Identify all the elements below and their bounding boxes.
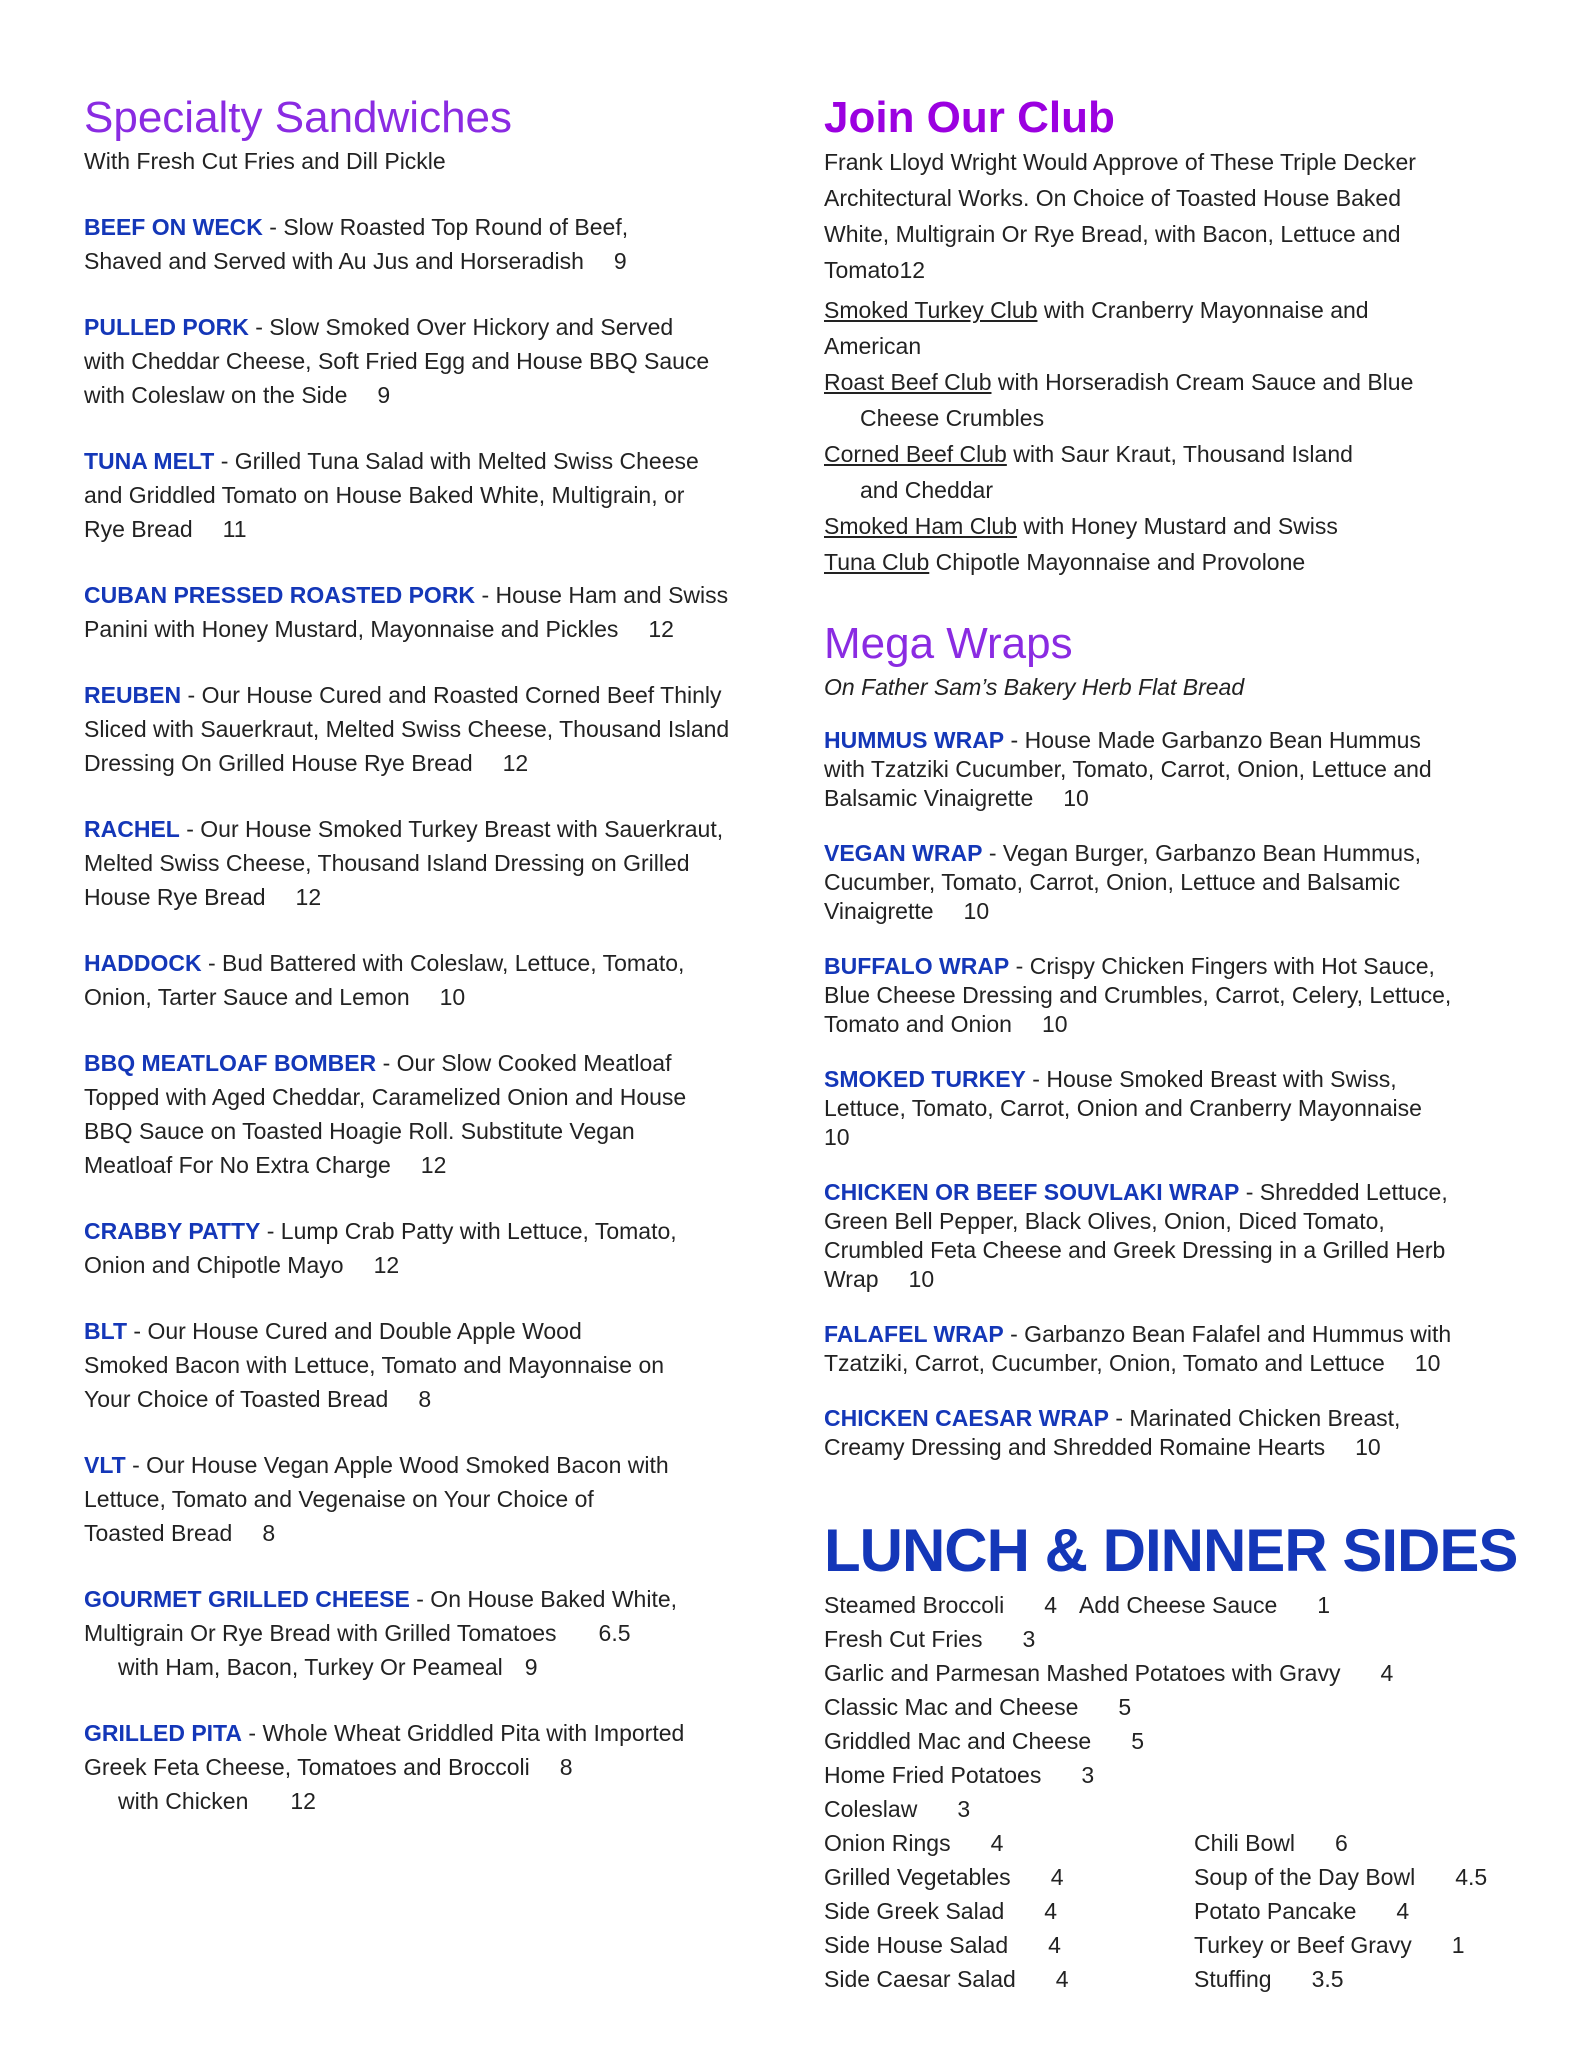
club-item-name: Tuna Club: [824, 549, 930, 575]
item-price: 12: [502, 750, 529, 776]
item-name: BEEF ON WECK: [84, 214, 263, 240]
menu-item: [84, 578, 784, 646]
club-desc-line: Frank Lloyd Wright Would Approve of These Triple Decker: [824, 149, 1416, 175]
club-desc-line: Architectural Works. On Choice of Toasted House Baked: [824, 185, 1401, 211]
club-item-desc: with Cranberry Mayonnaise and: [1037, 297, 1369, 323]
side-name: Garlic and Parmesan Mashed Potatoes with Gravy: [824, 1660, 1341, 1686]
menu-item: [84, 1046, 784, 1182]
side-name: Side House Salad: [824, 1932, 1009, 1958]
side-price: 4: [1050, 1864, 1064, 1890]
item-desc: House Rye Bread: [84, 884, 266, 910]
side-name: Home Fried Potatoes: [824, 1762, 1042, 1788]
club-item: [824, 364, 1524, 436]
wraps-title: Mega Wraps: [824, 619, 1073, 668]
item-name: CHICKEN OR BEEF SOUVLAKI WRAP: [824, 1179, 1240, 1205]
club-item: [824, 436, 1524, 508]
item-desc: with Cheddar Cheese, Soft Fried Egg and House BBQ Sauce: [84, 348, 710, 374]
item-name: BUFFALO WRAP: [824, 953, 1010, 979]
wraps-list: [824, 726, 1524, 1462]
item-desc: - House Made Garbanzo Bean Hummus: [1010, 727, 1421, 753]
wrap-item: [824, 952, 1524, 1039]
menu-item: [84, 1214, 784, 1282]
item-price: 10: [1063, 785, 1089, 811]
side-price: 4.5: [1455, 1864, 1488, 1890]
item-desc: - Our House Vegan Apple Wood Smoked Bacon with: [132, 1452, 669, 1478]
wrap-item: [824, 1178, 1524, 1294]
club-item-name: Roast Beef Club: [824, 369, 992, 395]
item-desc: Lettuce, Tomato, Carrot, Onion and Cranberry Mayonnaise: [824, 1095, 1422, 1121]
side-name: Grilled Vegetables: [824, 1864, 1011, 1890]
side-price: 5: [1118, 1694, 1132, 1720]
item-desc: Balsamic Vinaigrette: [824, 785, 1034, 811]
club-item-name: Smoked Turkey Club: [824, 297, 1038, 323]
item-desc: - Crispy Chicken Fingers with Hot Sauce,: [1015, 953, 1435, 979]
item-desc: BBQ Sauce on Toasted Hoagie Roll. Substitute Vegan: [84, 1118, 635, 1144]
side-price: 3: [1081, 1762, 1095, 1788]
side-name: Steamed Broccoli: [824, 1592, 1005, 1618]
item-desc: Lettuce, Tomato and Vegenaise on Your Choice of: [84, 1486, 594, 1512]
item-price: 10: [1041, 1011, 1068, 1037]
menu-item: [84, 946, 784, 1014]
item-desc: - Our House Smoked Turkey Breast with Sauerkraut,: [186, 816, 724, 842]
side-name: Onion Rings: [824, 1830, 951, 1856]
club-item-desc: with Saur Kraut, Thousand Island: [1006, 441, 1353, 467]
item-desc: Greek Feta Cheese, Tomatoes and Broccoli: [84, 1754, 530, 1780]
side-name: Chili Bowl: [1194, 1830, 1295, 1856]
club-item: [824, 508, 1524, 544]
menu-item: [84, 310, 784, 412]
specialty-list: [84, 210, 784, 1550]
side-row: [824, 1690, 1524, 1724]
side-row: [824, 1724, 1524, 1758]
side-price: 4: [1044, 1592, 1058, 1618]
item-name: SMOKED TURKEY: [824, 1066, 1026, 1092]
item-desc: and Griddled Tomato on House Baked White, Multigrain, or: [84, 482, 685, 508]
mega-wraps-section: [824, 618, 1524, 1488]
item-price: 12: [648, 616, 674, 642]
item-name: TUNA MELT: [84, 448, 215, 474]
side-row: [824, 1758, 1524, 1792]
item-desc: - Our House Cured and Double Apple Wood: [133, 1318, 582, 1344]
item-name: FALAFEL WRAP: [824, 1321, 1004, 1347]
item-price: 10: [1355, 1434, 1381, 1460]
item-desc: Multigrain Or Rye Bread with Grilled Tomatoes: [84, 1620, 557, 1646]
item-desc: - On House Baked White,: [416, 1586, 678, 1612]
item-desc: Blue Cheese Dressing and Crumbles, Carrot, Celery, Lettuce,: [824, 982, 1452, 1008]
specialty-subtitle: With Fresh Cut Fries and Dill Pickle: [84, 148, 446, 174]
wrap-item: [824, 1404, 1524, 1462]
specialty-title: Specialty Sandwiches: [84, 93, 513, 142]
item-addon: with Chicken: [118, 1788, 249, 1814]
wrap-item: [824, 1065, 1524, 1152]
item-price: 10: [908, 1266, 935, 1292]
item-price: 10: [439, 984, 466, 1010]
side-row: [824, 1928, 1524, 1962]
club-item-desc-cont: and Cheddar: [860, 477, 993, 503]
item-desc: Sliced with Sauerkraut, Melted Swiss Cheese, Thousand Island: [84, 716, 730, 742]
side-name: Stuffing: [1194, 1966, 1272, 1992]
item-price: 10: [963, 898, 990, 924]
item-desc: Rye Bread: [84, 516, 193, 542]
item-price: 9: [613, 248, 627, 274]
item-desc: Onion and Chipotle Mayo: [84, 1252, 344, 1278]
item-desc: Vinaigrette: [824, 898, 934, 924]
item-name: GOURMET GRILLED CHEESE: [84, 1586, 410, 1612]
item-price: 8: [262, 1520, 276, 1546]
club-item-desc-cont: American: [824, 333, 922, 359]
side-price: 4: [990, 1830, 1004, 1856]
item-addon-price: 9: [524, 1654, 538, 1680]
sides-list: [824, 1588, 1524, 1996]
item-desc: - Our Slow Cooked Meatloaf: [382, 1050, 672, 1076]
item-desc: - House Ham and Swiss: [481, 582, 729, 608]
item-desc: Dressing On Grilled House Rye Bread: [84, 750, 473, 776]
item-addon-price: 12: [290, 1788, 316, 1814]
item-name: VLT: [84, 1452, 126, 1478]
side-name: Fresh Cut Fries: [824, 1626, 983, 1652]
side-row: [824, 1792, 1524, 1826]
menu-item: [84, 1582, 784, 1684]
item-desc: - Whole Wheat Griddled Pita with Imported: [248, 1720, 685, 1746]
item-price: 11: [222, 516, 247, 542]
item-price: 9: [377, 382, 391, 408]
menu-item: [84, 444, 784, 546]
side-name: Potato Pancake: [1194, 1898, 1357, 1924]
club-desc-line: White, Multigrain Or Rye Bread, with Bacon, Lettuce and: [824, 221, 1401, 247]
sides-title: LUNCH & DINNER SIDES: [824, 1517, 1518, 1584]
side-price: 4: [1048, 1932, 1061, 1958]
item-desc: Creamy Dressing and Shredded Romaine Hearts: [824, 1434, 1326, 1460]
item-name: GRILLED PITA: [84, 1720, 243, 1746]
side-row: [824, 1860, 1524, 1894]
item-desc: - Slow Roasted Top Round of Beef,: [269, 214, 629, 240]
menu-item: [84, 812, 784, 914]
item-name: CUBAN PRESSED ROASTED PORK: [84, 582, 476, 608]
item-name: CHICKEN CAESAR WRAP: [824, 1405, 1109, 1431]
club-section: [824, 92, 1524, 580]
side-row: [824, 1894, 1524, 1928]
item-desc: with Coleslaw on the Side: [84, 382, 348, 408]
item-name: PULLED PORK: [84, 314, 249, 340]
item-addon: with Ham, Bacon, Turkey Or Peameal: [118, 1654, 503, 1680]
club-item-desc-cont: Cheese Crumbles: [860, 405, 1045, 431]
side-price: 3: [957, 1796, 971, 1822]
item-desc: Toasted Bread: [84, 1520, 233, 1546]
item-desc: Melted Swiss Cheese, Thousand Island Dressing on Grilled: [84, 850, 690, 876]
item-desc: - Bud Battered with Coleslaw, Lettuce, Tomato,: [207, 950, 685, 976]
item-name: VEGAN WRAP: [824, 840, 983, 866]
menu-item: [84, 678, 784, 780]
item-desc: Your Choice of Toasted Bread: [84, 1386, 389, 1412]
side-price: 6: [1334, 1830, 1348, 1856]
specialty-sandwiches-section: [84, 92, 784, 1818]
side-price: 3: [1022, 1626, 1036, 1652]
side-row: [824, 1826, 1524, 1860]
side-price: 4: [1044, 1898, 1058, 1924]
item-price: 10: [824, 1124, 850, 1150]
club-title: Join Our Club: [824, 93, 1115, 142]
club-item-name: Corned Beef Club: [824, 441, 1007, 467]
side-row: [824, 1588, 1524, 1622]
side-name: Side Greek Salad: [824, 1898, 1005, 1924]
side-price: 1: [1451, 1932, 1465, 1958]
item-desc: Topped with Aged Cheddar, Caramelized Onion and House: [84, 1084, 687, 1110]
item-desc: - Shredded Lettuce,: [1245, 1179, 1448, 1205]
wrap-item: [824, 1320, 1524, 1378]
item-name: BLT: [84, 1318, 128, 1344]
menu-item: [84, 1314, 784, 1416]
sides-section: [824, 1516, 1524, 1996]
side-price: 4: [1396, 1898, 1410, 1924]
item-desc: - Slow Smoked Over Hickory and Served: [255, 314, 674, 340]
wrap-item: [824, 726, 1524, 813]
club-item: [824, 292, 1524, 364]
item-desc: Meatloaf For No Extra Charge: [84, 1152, 391, 1178]
item-desc: Tomato and Onion: [824, 1011, 1012, 1037]
item-price: 12: [295, 884, 322, 910]
item-name: HUMMUS WRAP: [824, 727, 1005, 753]
item-price: 12: [420, 1152, 447, 1178]
item-desc: with Tzatziki Cucumber, Tomato, Carrot, Onion, Lettuce and: [824, 756, 1432, 782]
side-name: Classic Mac and Cheese: [824, 1694, 1079, 1720]
item-desc: Crumbled Feta Cheese and Greek Dressing in a Grilled Herb: [824, 1237, 1446, 1263]
item-desc: - Vegan Burger, Garbanzo Bean Hummus,: [988, 840, 1421, 866]
menu-item: [84, 1448, 784, 1550]
item-name: RACHEL: [84, 816, 180, 842]
item-desc: - Lump Crab Patty with Lettuce, Tomato,: [266, 1218, 677, 1244]
side-addon-price: 1: [1317, 1592, 1331, 1618]
item-name: CRABBY PATTY: [84, 1218, 261, 1244]
menu-item: [84, 210, 784, 278]
side-name: Coleslaw: [824, 1796, 918, 1822]
side-name: Soup of the Day Bowl: [1194, 1864, 1416, 1890]
item-desc: Cucumber, Tomato, Carrot, Onion, Lettuce and Balsamic: [824, 869, 1401, 895]
club-item-desc: with Horseradish Cream Sauce and Blue: [991, 369, 1414, 395]
item-desc: Onion, Tarter Sauce and Lemon: [84, 984, 410, 1010]
item-desc: - Marinated Chicken Breast,: [1115, 1405, 1401, 1431]
side-price: 4: [1055, 1966, 1069, 1992]
wrap-item: [824, 839, 1524, 926]
item-desc: - Grilled Tuna Salad with Melted Swiss Cheese: [220, 448, 699, 474]
item-price: 8: [418, 1386, 432, 1412]
club-desc-line: Tomato: [824, 257, 900, 283]
side-price: 4: [1380, 1660, 1394, 1686]
item-desc: Shaved and Served with Au Jus and Horseradish: [84, 248, 584, 274]
club-item: [824, 544, 1524, 580]
item-desc: Wrap: [824, 1266, 879, 1292]
item-desc: - Garbanzo Bean Falafel and Hummus with: [1010, 1321, 1452, 1347]
item-price: 12: [373, 1252, 400, 1278]
item-desc: Tzatziki, Carrot, Cucumber, Onion, Tomato and Lettuce: [824, 1350, 1385, 1376]
side-row: [824, 1622, 1524, 1656]
side-price: 5: [1131, 1728, 1145, 1754]
item-name: REUBEN: [84, 682, 182, 708]
item-desc: Panini with Honey Mustard, Mayonnaise and Pickles: [84, 616, 619, 642]
item-desc: - Our House Cured and Roasted Corned Beef Thinly: [187, 682, 722, 708]
club-item-desc: Chipotle Mayonnaise and Provolone: [929, 549, 1306, 575]
menu-item: [84, 1716, 784, 1818]
item-desc: Smoked Bacon with Lettuce, Tomato and Mayonnaise on: [84, 1352, 665, 1378]
wraps-subtitle: On Father Sam’s Bakery Herb Flat Bread: [824, 674, 1245, 700]
side-name: Turkey or Beef Gravy: [1194, 1932, 1412, 1958]
side-name: Griddled Mac and Cheese: [824, 1728, 1092, 1754]
side-name: Side Caesar Salad: [824, 1966, 1016, 1992]
item-name: HADDOCK: [84, 950, 202, 976]
side-price: 3.5: [1311, 1966, 1344, 1992]
club-item-desc: with Honey Mustard and Swiss: [1017, 513, 1338, 539]
item-price: 10: [1414, 1350, 1441, 1376]
club-list: [824, 292, 1524, 580]
side-row: [824, 1962, 1524, 1996]
club-description: [824, 144, 1524, 288]
item-price: 6.5: [598, 1620, 631, 1646]
side-addon: Add Cheese Sauce: [1079, 1592, 1278, 1618]
club-item-name: Smoked Ham Club: [824, 513, 1018, 539]
club-price: 12: [899, 257, 926, 283]
item-desc: - House Smoked Breast with Swiss,: [1032, 1066, 1397, 1092]
item-name: BBQ MEATLOAF BOMBER: [84, 1050, 377, 1076]
item-price: 8: [559, 1754, 573, 1780]
side-row: [824, 1656, 1524, 1690]
item-desc: Green Bell Pepper, Black Olives, Onion, Diced Tomato,: [824, 1208, 1385, 1234]
